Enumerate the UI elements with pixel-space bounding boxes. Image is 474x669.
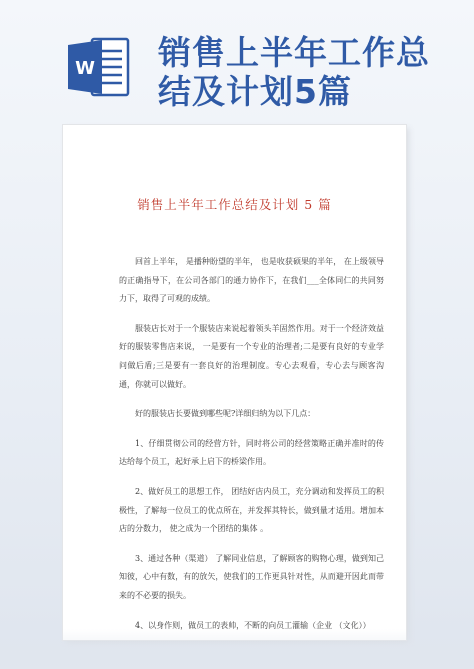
- paragraph: 3、通过各种（渠道） 了解同业信息，了解顾客的购物心理，做到知己知彼，心中有数，有的放矢，使我们的工作更具针对性，从而避开因此而带来的不必要的损失。: [119, 553, 384, 600]
- paragraph: 好的服装店长要做到哪些呢?详细归纳为以下几点：: [135, 409, 316, 419]
- svg-text:W: W: [75, 58, 95, 79]
- word-document-icon: [64, 33, 132, 101]
- page-title-line-1: 销售上半年工作总: [158, 33, 430, 72]
- paragraph: 4、以身作则，做员工的表帅，不断的向员工灌输（企业 （文化））: [135, 620, 371, 630]
- paragraph: 服装店长对于一个服装店来说起着领头羊固然作用。对于一个经济效益好的服装零售店来说， 一是要有一个专业的治理者;二是要有良好的专业学问做后盾;三是要有一套良好的治理制度。专心去观看，专心去与顾客沟通，你就可以做好。: [119, 323, 384, 389]
- document-title: 销售上半年工作总结及计划 5 篇: [137, 197, 332, 212]
- paragraph: 回首上半年， 是播种盼望的半年， 也是收获硕果的半年， 在上级领导的正确指导下，在公司各部门的通力协作下，在我们___全体同仁的共同努力下，取得了可观的成绩。: [119, 257, 384, 304]
- page-title-line-2: 结及计划5篇: [158, 72, 352, 111]
- header: [0, 0, 474, 120]
- document-page: [62, 124, 407, 641]
- document-body: [119, 253, 384, 641]
- paragraph: 2、做好员工的思想工作， 团结好店内员工，充分调动和发挥员工的积极性，了解每一位员工的优点所在，并发挥其特长，做到量才适用。增加本店的分数力， 使之成为一个团结的集体 。: [119, 486, 384, 534]
- paragraph: 1、仔细贯彻公司的经营方针，同时将公司的经营策略正确并准时的传达给每个员工，起好承上启下的桥梁作用。: [119, 438, 384, 467]
- bottom-fade: [0, 629, 474, 669]
